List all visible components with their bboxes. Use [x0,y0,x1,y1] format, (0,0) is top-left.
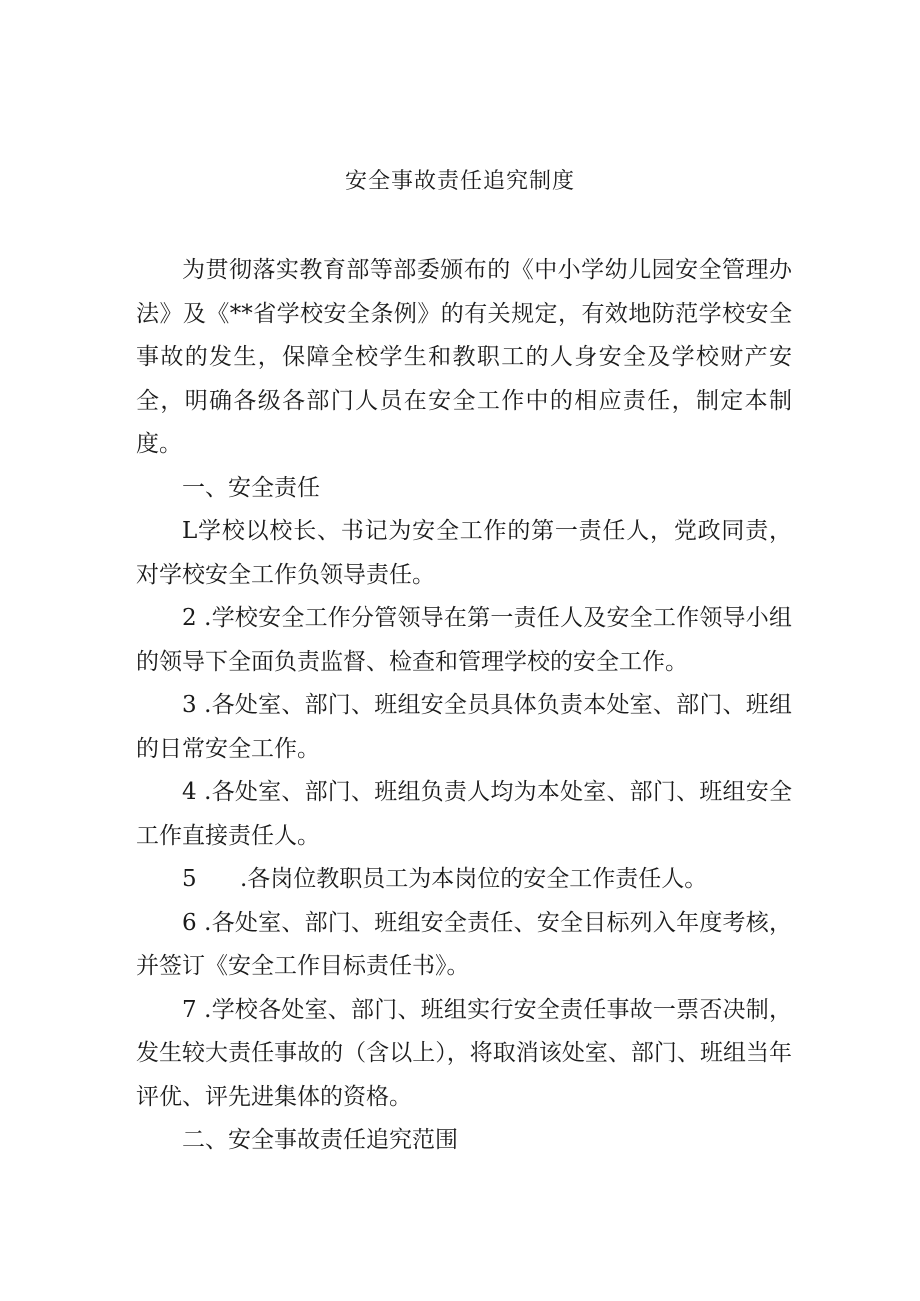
list-item: 4 .各处室、部门、班组负责人均为本处室、部门、班组安全工作直接责任人。 [136,779,792,849]
list-item: 3 .各处室、部门、班组安全员具体负责本处室、部门、班组的日常安全工作。 [136,692,792,762]
document-title: 安全事故责任追究制度 [344,169,575,194]
list-item: 2 .学校安全工作分管领导在第一责任人及安全工作领导小组的领导下全面负责监督、检查和管理学校的安全工作。 [136,605,792,675]
list-item: 7 .学校各处室、部门、班组实行安全责任事故一票否决制，发生较大责任事故的（含以上），将取消该处室、部门、班组当年评优、评先进集体的资格。 [136,996,792,1110]
list-item: 6 .各处室、部门、班组安全责任、安全目标列入年度考核，并签订《安全工作目标责任书》。 [136,909,792,979]
list-item-text: .各岗位教职员工为本岗位的安全工作责任人。 [240,866,708,892]
section-heading-1: 一、安全责任 [182,474,320,501]
section-heading-2: 二、安全事故责任追究范围 [182,1127,458,1153]
intro-paragraph: 为贯彻落实教育部等部委颁布的《中小学幼儿园安全管理办法》及《**省学校安全条例》的有关规定，有效地防范学校安全事故的发生，保障全校学生和教职工的人身安全及学校财产安全，明确各级各部门人员在安全工作中的相应责任，制定本制度。 [136,257,792,457]
list-item-number: 5 [182,866,197,892]
document-body [136,249,792,1163]
list-item [136,858,792,902]
list-item: L学校以校长、书记为安全工作的第一责任人，党政同责，对学校安全工作负领导责任。 [136,518,792,588]
